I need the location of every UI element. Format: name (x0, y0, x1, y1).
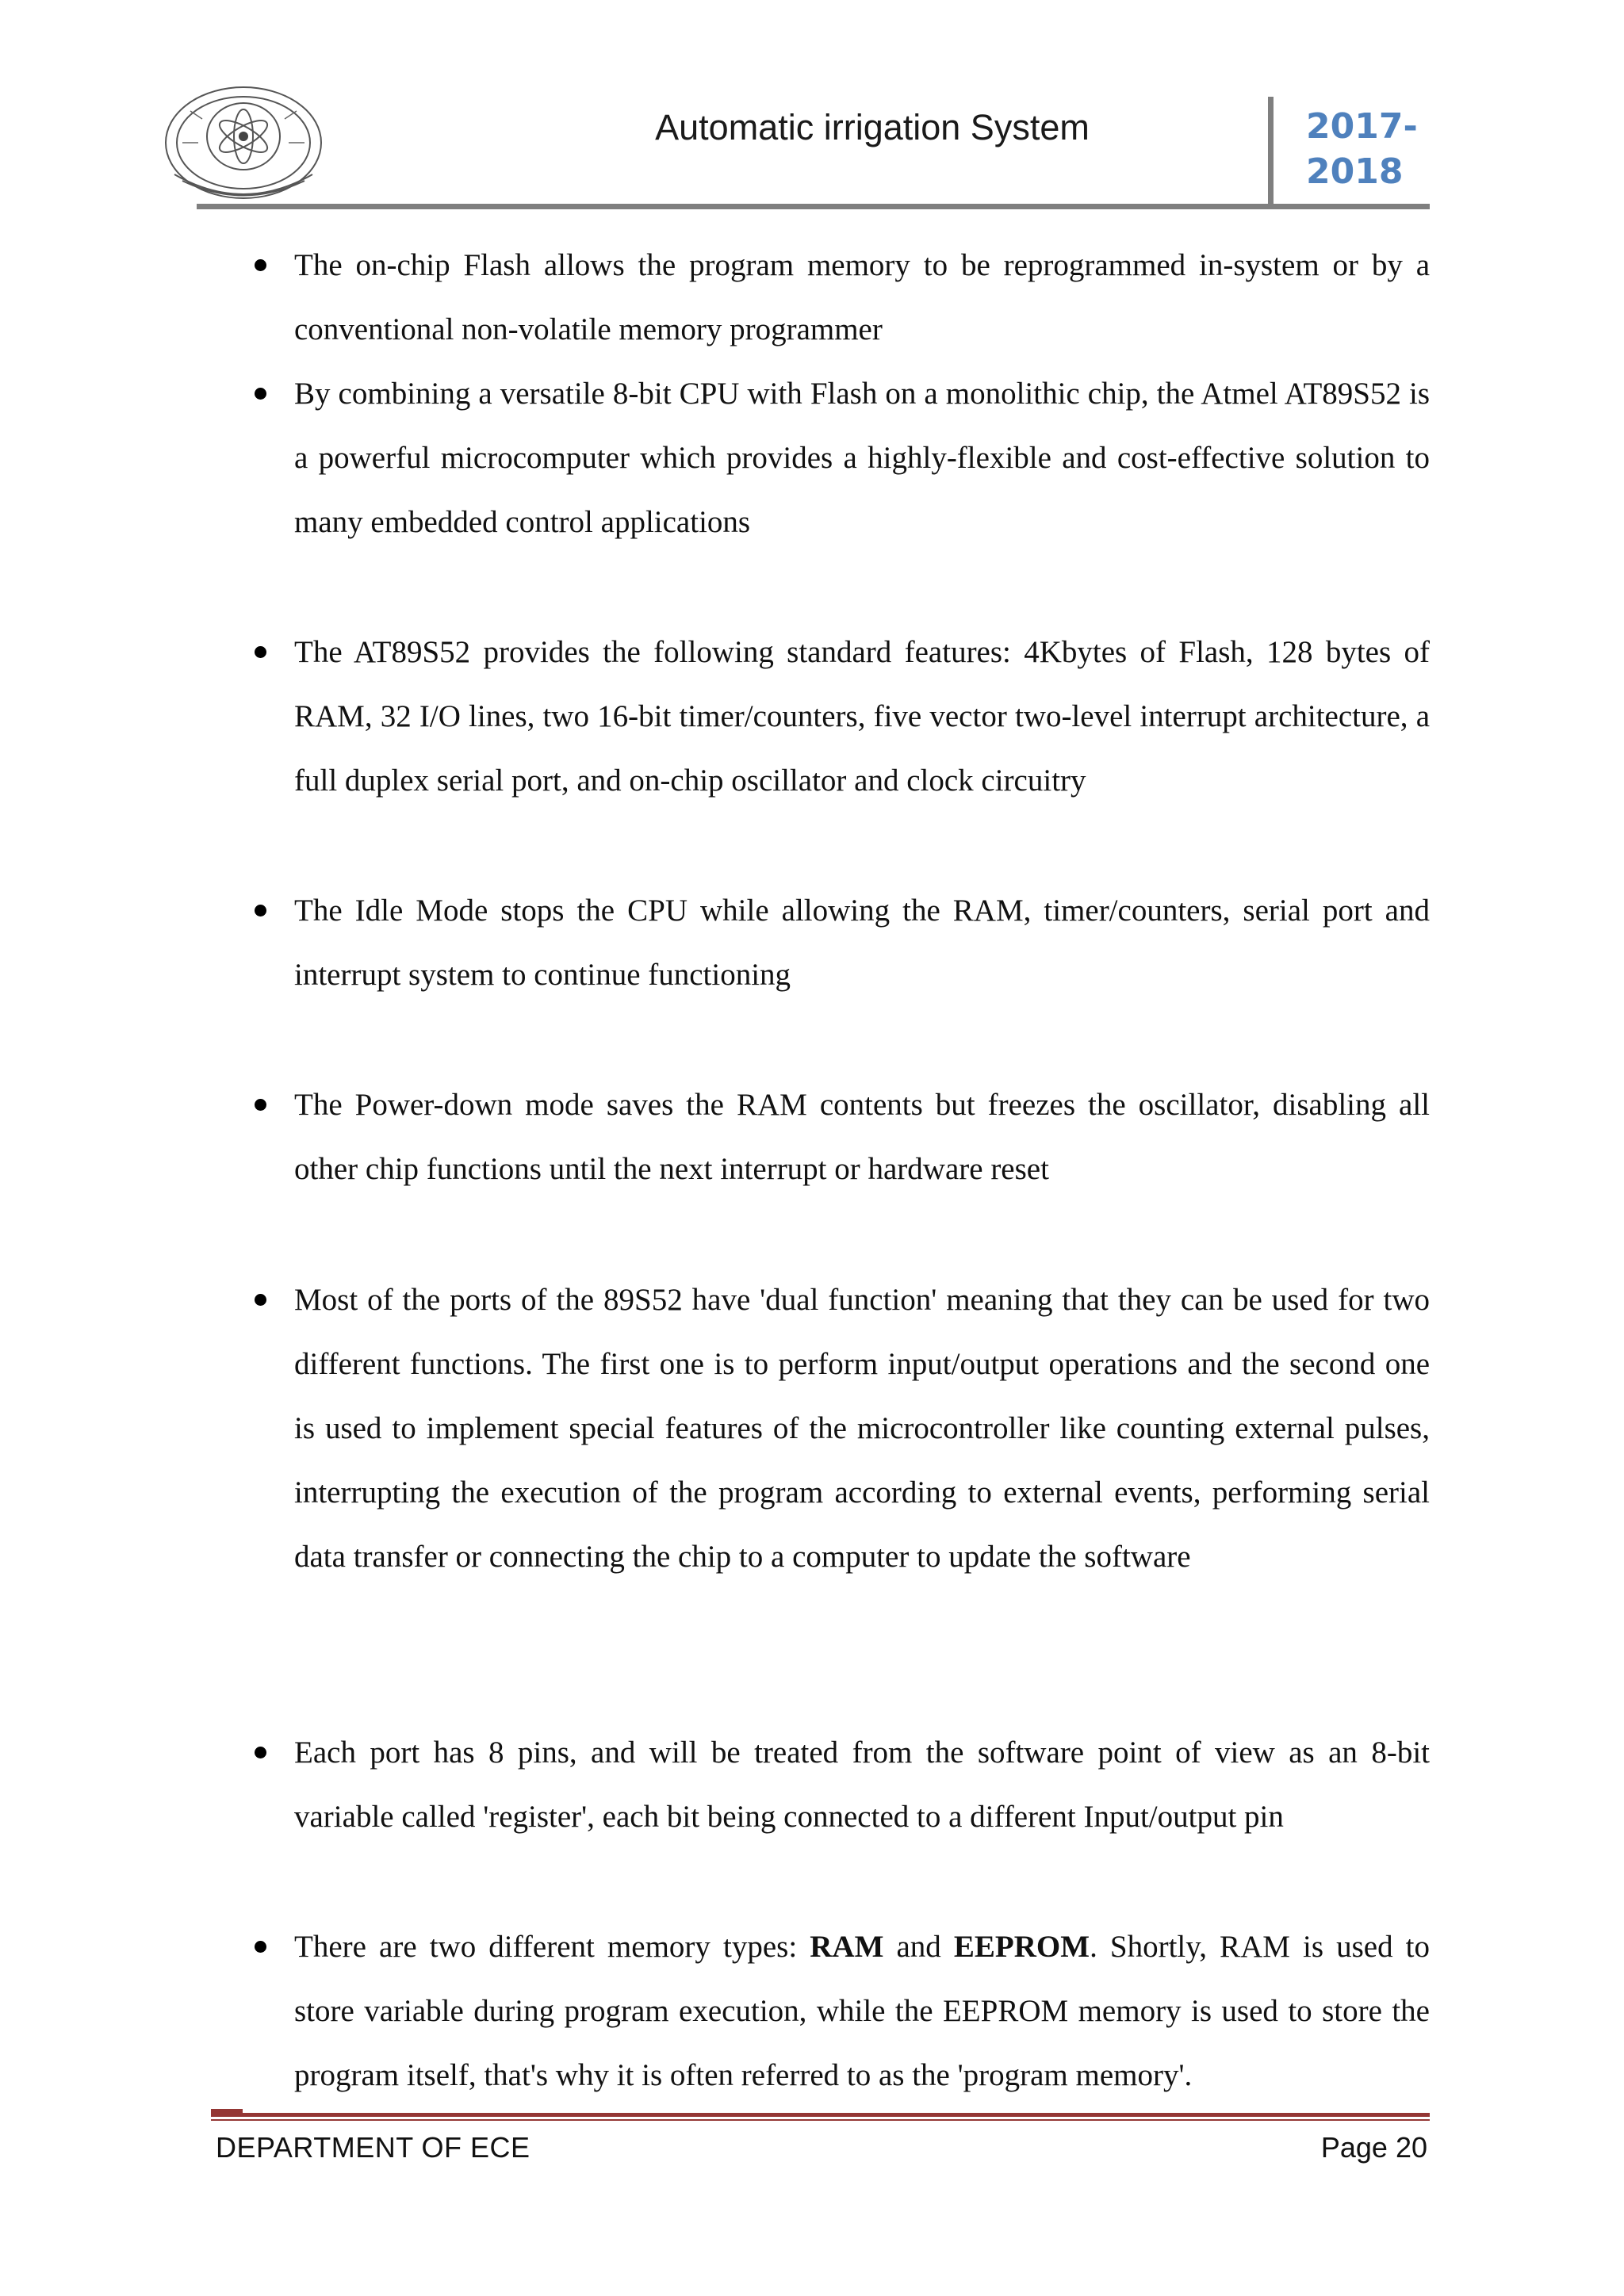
bullet-item-memory-types: There are two different memory types: RAM and EEPROM. Shortly, RAM is used to store variable during program execution, while the EEPROM memory is used to store the program itself, that's why it is often referred to as the 'program memory'. (294, 1915, 1430, 2107)
document-title: Automatic irrigation System (655, 107, 1090, 147)
footer-department: DEPARTMENT OF ECE (216, 2131, 530, 2164)
year-end: 2018 (1306, 151, 1404, 192)
ram-term: RAM (810, 1930, 884, 1964)
footer-page-number: Page 20 (1320, 2131, 1427, 2164)
year-start: 2017- (1306, 106, 1418, 147)
bullet-item-flash: The on-chip Flash allows the program memory to be reprogrammed in-system or by a conventional non-volatile memory programmer (294, 233, 1430, 362)
college-emblem-icon (159, 79, 328, 206)
bullet-item-idle-mode: The Idle Mode stops the CPU while allowing the RAM, timer/counters, serial port and interrupt system to continue functioning (294, 878, 1430, 1007)
eeprom-term: EEPROM (953, 1930, 1090, 1964)
footer-rule (211, 2113, 1430, 2117)
year-label (1306, 104, 1418, 194)
footer-rule-thin (211, 2119, 1430, 2121)
bullet-item-port-pins: Each port has 8 pins, and will be treated from the software point of view as an 8-bit variable called 'register', each bit being connected to a different Input/output pin (294, 1720, 1430, 1849)
bullet-item-dual-function: Most of the ports of the 89S52 have 'dual function' meaning that they can be used for two different functions. The first one is to perform input/output operations and the second one is used to implement special features of the microcontroller like counting external pulses, interrupting the execution of the program according to external events, performing serial data transfer or connecting the chip to a computer to update the software (294, 1268, 1430, 1589)
header-rule (197, 204, 1430, 209)
header-divider (1268, 97, 1274, 208)
bullet-item-features: The AT89S52 provides the following standard features: 4Kbytes of Flash, 128 bytes of RAM, 32 I/O lines, two 16-bit timer/counters, five vector two-level interrupt architecture, a full duplex serial port, and on-chip oscillator and clock circuitry (294, 620, 1430, 813)
bullet-item-power-down: The Power-down mode saves the RAM contents but freezes the oscillator, disabling all other chip functions until the next interrupt or hardware reset (294, 1073, 1430, 1201)
bullet-item-cpu: By combining a versatile 8-bit CPU with Flash on a monolithic chip, the Atmel AT89S52 is a powerful microcomputer which provides a highly-flexible and cost-effective solution to many embedded control applications (294, 362, 1430, 554)
